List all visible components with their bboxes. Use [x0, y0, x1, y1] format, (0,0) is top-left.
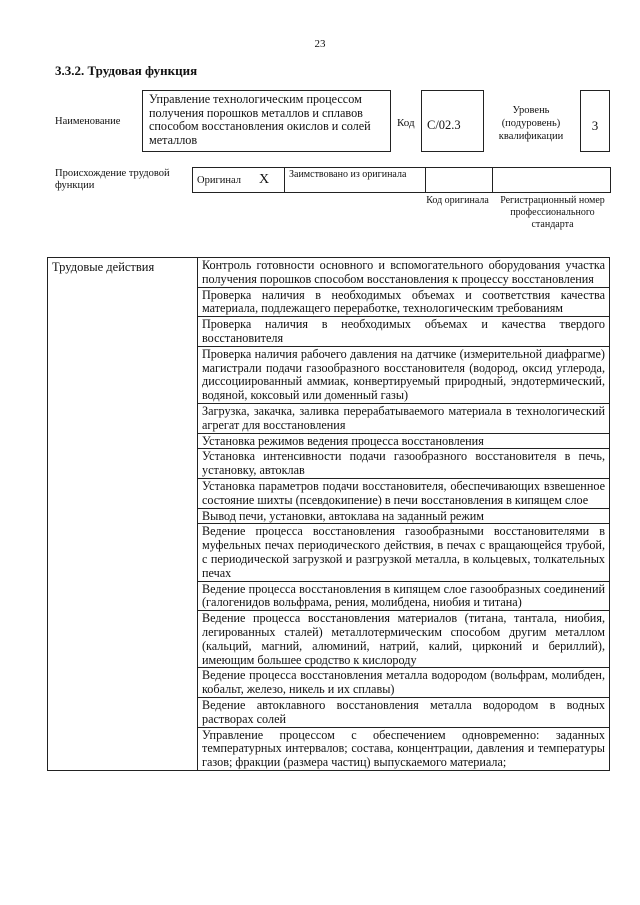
labor-actions-table — [47, 257, 610, 771]
name-label: Наименование — [55, 116, 121, 127]
labor-action-item: Ведение автоклавного восстановления металла водородом в водных растворах солей — [198, 697, 610, 727]
labor-action-item: Установка режимов ведения процесса восстановления — [198, 433, 610, 449]
original-mark: X — [259, 172, 270, 187]
function-name-value: Управление технологическим процессом получения порошков металлов и сплавов способом восстановления окислов и солей металлов — [149, 92, 371, 147]
level-box — [580, 90, 610, 152]
origin-code-caption: Код оригинала — [426, 195, 489, 206]
section-title: 3.3.2. Трудовая функция — [55, 63, 198, 78]
original-label: Оригинал — [197, 175, 241, 186]
labor-actions-header: Трудовые действия — [48, 258, 198, 771]
labor-action-item: Ведение процесса восстановления металла водородом (вольфрам, молибден, кобальт, железо, никель и их сплавы) — [198, 668, 610, 698]
labor-action-item: Ведение процесса восстановления материалов (титана, тантала, ниобия, легированных сталей) металлотермическим способом другим металлом (кальций, магний, алюминий, натрий, калий, цирконий и бериллий), имеющим большее сродство к кислороду — [198, 611, 610, 668]
labor-action-item: Вывод печи, установки, автоклава на заданный режим — [198, 508, 610, 524]
labor-action-item: Проверка наличия в необходимых объемах и качества твердого восстановителя — [198, 317, 610, 347]
origin-row — [192, 167, 611, 193]
code-box — [421, 90, 484, 152]
borrowed-label: Заимствовано из оригинала — [289, 169, 407, 180]
labor-action-item: Ведение процесса восстановления в кипящем слое газообразных соединений (галогенидов вольфрама, рения, молибдена, ниобия и титана) — [198, 581, 610, 611]
labor-action-item: Проверка наличия в необходимых объемах и соответствия качества материала, подлежащего переработке, технологическим требованиям — [198, 287, 610, 317]
labor-action-item: Ведение процесса восстановления газообразными восстановителями в муфельных печах периодического действия, в печах с вращающейся трубой, с периодической загрузкой и разгрузкой металла, в кольцевых, толкательных печах — [198, 524, 610, 581]
origin-label: Происхождение трудовой функции — [55, 168, 170, 191]
labor-action-item: Установка параметров подачи восстановителя, обеспечивающих взвешенное состояние шихты (псевдокипение) в печи восстановления в кипящем слое — [198, 478, 610, 508]
level-value: 3 — [591, 118, 599, 133]
original-cell — [193, 168, 285, 192]
code-value: С/02.3 — [427, 118, 461, 132]
labor-action-item: Загрузка, закачка, заливка перерабатываемого материала в технологический агрегат для восстановления — [198, 403, 610, 433]
level-label: Уровень (подуровень) квалификации — [498, 105, 564, 142]
borrowed-cell — [285, 168, 426, 192]
function-name-box — [142, 90, 391, 152]
labor-action-item: Проверка наличия рабочего давления на датчике (измерительной диафрагме) магистрали подачи газообразного восстановителя (водород, оксид углерода, диссоциированный аммиак, конвертируемый природный, эндотермический, водяной, коксовый или доменный газы) — [198, 346, 610, 403]
table-row — [48, 258, 610, 288]
origin-reg-cell — [493, 168, 610, 192]
labor-action-item: Управление процессом с обеспечением одновременно: заданных температурных интервалов; состава, концентрации, давления и температуры газов; фракции (размера частиц) выпускаемого материала; — [198, 727, 610, 770]
labor-action-item: Установка интенсивности подачи газообразного восстановителя в печь, установку, автоклав — [198, 449, 610, 479]
code-label: Код — [397, 117, 415, 129]
origin-code-cell — [426, 168, 493, 192]
page-number: 23 — [314, 38, 326, 50]
labor-action-item: Контроль готовности основного и вспомогательного оборудования участка получения порошков способом восстановления к процессу восстановления — [198, 258, 610, 288]
origin-reg-caption: Регистрационный номер профессионального стандарта — [500, 195, 605, 230]
